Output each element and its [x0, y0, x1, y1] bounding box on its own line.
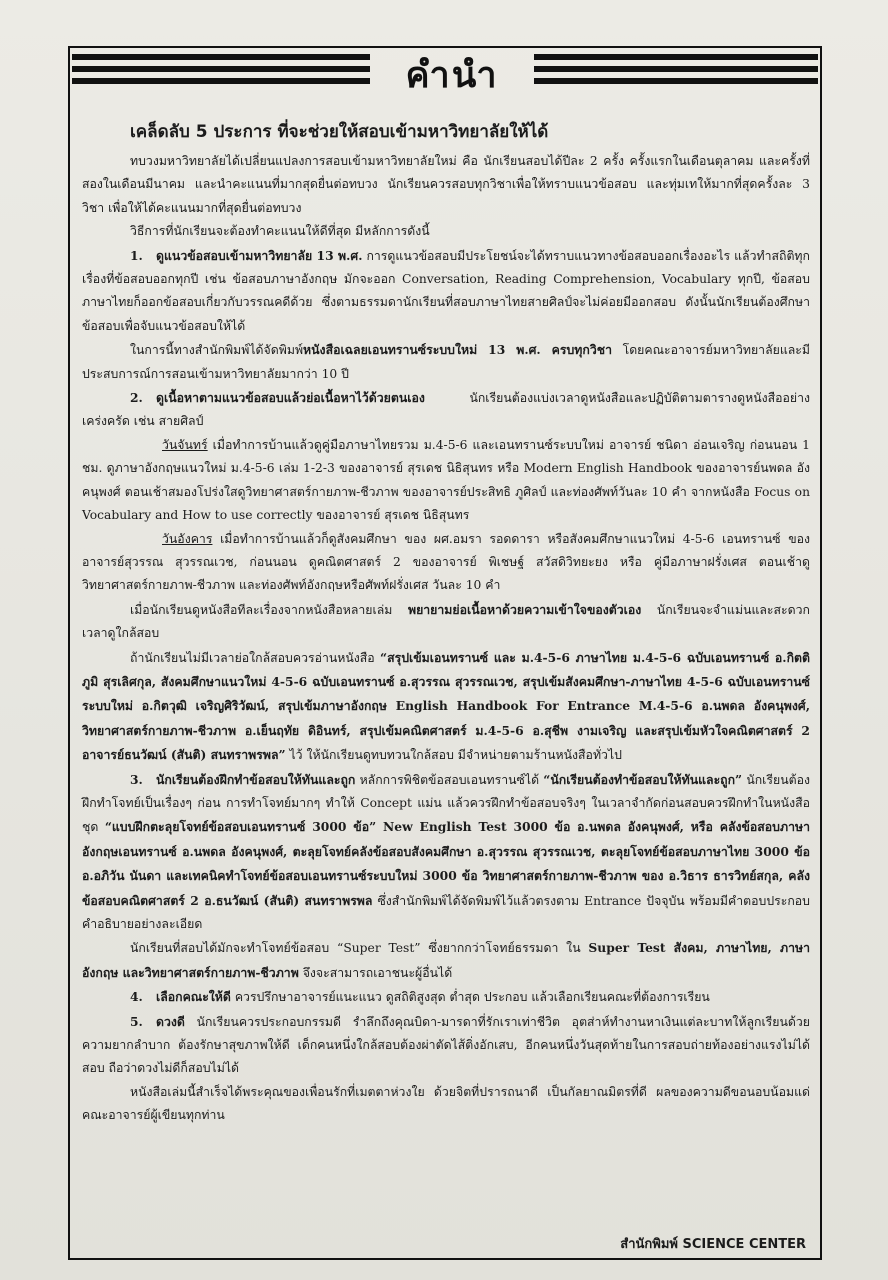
tip-2-summary-bold: พยายามย่อเนื้อหาด้วยความเข้าใจของตัวเอง [407, 601, 642, 617]
header [72, 52, 818, 100]
monday-text: เมื่อทำการบ้านแล้วดูคู่มือภาษาไทยรวม ม.4-5-6 และเอนทรานซ์ระบบใหม่ อาจารย์ ชนิดา อ่อนเจริญ ก่อนนอน 1 ชม. ดูภาษาอังกฤษแนวใหม่ ม.4-5-6 เล่ม 1-2-3 ของอาจารย์ สุรเดช นิธิสุนทร หรือ Modern English Handbook ของอาจารย์นพดล อังคนุพงศ์ ตอนเช้าสมองโปร่งใสดูวิทยาศาสตร์กายภาพ-ชีวภาพ ของอาจารย์ประสิทธิ ภูศิลป์ และท่องศัพท์วันละ 10 คำ จากหนังสือ Focus on Vocabulary and How to use correctly ของอาจารย์ สุรเดช นิธิสุนทร [82, 437, 810, 523]
tip-5 [82, 1010, 810, 1081]
tip-3-supertest [82, 936, 810, 985]
tip-2-books [82, 646, 810, 768]
header-rule-right-1 [534, 54, 818, 60]
tip-2-books-list: “สรุปเข้มเอนทรานซ์ และ ม.4-5-6 ภาษาไทย ม.4-5-6 ฉบับเอนทรานซ์ อ.กิตติภูมิ สุรเลิศกุล, สังคมศึกษาแนวใหม่ 4-5-6 ฉบับเอนทรานซ์ อ.สุวรรณ สุวรรณเวช, สรุปเข้มสังคมศึกษา-ภาษาไทย 4-5-6 ฉบับเอนทรานซ์ระบบใหม่ อ.กิตวุฒิ เจริญศิริวัฒน์, สรุปเข้มภาษาอังกฤษ English Handbook For Entrance M.4-5-6 อ.นพดล อังคนุพงศ์, วิทยาศาสตร์กายภาพ-ชีวภาพ อ.เย็นฤทัย ดิอินทร์, สรุปเข้มคณิตศาสตร์ ม.4-5-6 อ.สุชีพ งามเจริญ และสรุปเข้มหัวใจคณิตศาสตร์ 2 อาจารย์ธนวัฒน์ (สันติ) สนทราพรพล” [82, 649, 810, 763]
header-rule-left-3 [72, 78, 370, 84]
tip-1-text: การดูแนวข้อสอบมีประโยชน์จะได้ทราบแนวทางข้อสอบออกเรื่องอะไร แล้วทำสถิติทุกเรื่องที่ข้อสอบออกทุกปี เช่น ข้อสอบภาษาอังกฤษ มักจะออก Conversation, Reading Comprehension, Vocabulary ทุกปี, ข้อสอบภาษาไทยก็ออกข้อสอบเกี่ยวกับวรรณคดีด้วย ซึ่งตามธรรมดานักเรียนที่สอบภาษาไทยสายศิลป์จะไม่ค่อยมีออกสอบ ดังนั้นนักเรียนต้องศึกษาข้อสอบเพื่อจับแนวข้อสอบให้ได้ [82, 248, 810, 333]
tuesday-label: วันอังคาร [162, 531, 213, 546]
intro-paragraph: ทบวงมหาวิทยาลัยได้เปลี่ยนแปลงการสอบเข้ามหาวิทยาลัยใหม่ คือ นักเรียนสอบได้ปีละ 2 ครั้ง ครั้งแรกในเดือนตุลาคม และครั้งที่สองในเดือนมีนาคม และนำคะแนนที่มากสุดยื่นต่อทบวง นักเรียนควรสอบทุกวิชาเพื่อให้ทราบแนวข้อสอบ และทุ่มเทให้มากที่สุดครั้งละ 3 วิชา เพื่อให้ได้คะแนนมากที่สุดยื่นต่อทบวง [82, 154, 810, 215]
tip-2-text: นักเรียนต้องแบ่งเวลาดูหนังสือและปฏิบัติตามตารางดูหนังสืออย่างเคร่งครัด เช่น สายศิลป์ [82, 391, 810, 429]
tip-3-text-3: ซึ่งสำนักพิมพ์ได้จัดพิมพ์ไว้แล้วตรงตาม Entrance ปัจจุบัน พร้อมมีคำตอบประกอบคำอธิบายอย่างละเอียด [82, 893, 810, 931]
supertest-post: จึงจะสามารถเอาชนะผู้อื่นได้ [298, 965, 453, 980]
tip-4-text: ควรปรึกษาอาจารย์แนะแนว ดูสถิติสูงสุด ต่ำสุด ประกอบ แล้วเลือกเรียนคณะที่ต้องการเรียน [230, 990, 710, 1005]
tip-2-heading: ดูเนื้อหาตามแนวข้อสอบแล้วย่อเนื้อหาไว้ด้วยตนเอง [156, 390, 425, 406]
tip-3-heading: นักเรียนต้องฝึกทำข้อสอบให้ทันและถูก [156, 771, 356, 787]
tip-2 [82, 386, 810, 434]
header-rule-right-3 [534, 78, 818, 84]
preface-frame [68, 46, 822, 1260]
tip-3 [82, 768, 810, 937]
header-rule-right-2 [534, 66, 818, 72]
tip-1-heading: ดูแนวข้อสอบเข้ามหาวิทยาลัย 13 พ.ศ. [156, 247, 363, 263]
tip-5-number: 5. [130, 1013, 143, 1029]
headline: เคล็ดลับ 5 ประการ ที่จะช่วยให้สอบเข้ามหาวิทยาลัยให้ได้ [130, 122, 549, 142]
tip-3-books-list: “แบบฝึกตะลุยโจทย์ข้อสอบเอนทรานซ์ 3000 ข้อ” New English Test 3000 ข้อ อ.นพดล อังคนุพงศ์, หรือ คลังข้อสอบภาษาอังกฤษเอนทรานซ์ อ.นพดล อังคนุพงศ์, ตะลุยโจทย์คลังข้อสอบสังคมศึกษา อ.สุวรรณ สุวรรณเวช, ตะลุยโจทย์ข้อสอบภาษาไทย 3000 ข้อ อ.อภิวัน นันดา และเทคนิคทำโจทย์ข้อสอบเอนทรานซ์ระบบใหม่ 3000 ข้อ วิทยาศาสตร์กายภาพ-ชีวภาพ ของ อ.วิธาร ธารวิทย์สกุล, คลังข้อสอบคณิตศาสตร์ 2 อ.ธนวัฒน์ (สันติ) สนทราพรพล [82, 819, 810, 908]
tip-2-summary-pre: เมื่อนักเรียนดูหนังสือทีละเรื่องจากหนังสือหลายเล่ม [130, 602, 408, 617]
closing-paragraph: หนังสือเล่มนี้สำเร็จได้พระคุณของเพื่อนรักที่เมตตาห่วงใย ด้วยจิตที่ปรารถนาดี เป็นกัลยาณมิตรที่ดี ผลของความดีขอนอบน้อมแด่คณะอาจารย์ผู้เขียนทุกท่าน [82, 1084, 810, 1123]
publisher-signature: สำนักพิมพ์ SCIENCE CENTER [620, 1237, 806, 1252]
tip-1-note-pre: ในการนี้ทางสำนักพิมพ์ได้จัดพิมพ์ [130, 343, 304, 358]
schedule-monday [82, 434, 810, 528]
preface-body [82, 120, 810, 1128]
page-title: คำนำ [405, 55, 499, 96]
monday-label: วันจันทร์ [162, 437, 208, 452]
tip-2-summary [82, 598, 810, 646]
tip-1-note [82, 338, 810, 386]
tip-5-text: นักเรียนควรประกอบกรรมดี รำลึกถึงคุณบิดา-มารดาที่รักเราเท่าชีวิต อุตส่าห์ทำงานหาเงินแต่ละบาทให้ลูกเรียนด้วยความยากลำบาก ต้องรักษาสุขภาพให้ดี เด็กคนหนึ่งใกล้สอบต้องผ่าตัดไส้ติ่งอักเสบ, อีกคนหนึ่งวันสุดท้ายในการสอบถ่ายท้องอย่างแรงไม่ได้สอบ ถือว่าดวงไม่ดีก็สอบไม่ได้ [82, 1014, 810, 1076]
supertest-bold: Super Test สังคม, ภาษาไทย, ภาษาอังกฤษ และวิทยาศาสตร์กายภาพ-ชีวภาพ [82, 940, 810, 980]
tip-4-number: 4. [130, 989, 143, 1005]
tuesday-text: เมื่อทำการบ้านแล้วก็ดูสังคมศึกษา ของ ผศ.อมรา รอดดารา หรือสังคมศึกษาแนวใหม่ 4-5-6 เอนทรานซ์ ของอาจารย์สุวรรณ สุวรรณเวช, ก่อนนอน ดูคณิตศาสตร์ 2 ของอาจารย์ พิเชษฐ์ สวัสดิวิทยะยง หรือ คู่มือภาษาฝรั่งเศส ตอนเช้าดูวิทยาศาสตร์กายภาพ-ชีวภาพ และท่องศัพท์อังกฤษหรือศัพท์ฝรั่งเศส วันละ 10 คำ [82, 531, 810, 593]
header-rule-left-2 [72, 66, 370, 72]
tip-1-note-post: โดยคณะอาจารย์มหาวิทยาลัยและมีประสบการณ์การสอนเข้ามหาวิทยาลัยมากว่า 10 ปี [82, 343, 810, 381]
tip-3-text-2: นักเรียนต้องฝึกทำโจทย์เป็นเรื่องๆ ก่อน การทำโจทย์มากๆ ทำให้ Concept แม่น แล้วควรฝึกทำข้อสอบจริงๆ ในเวลาจำกัดก่อนสอบควรฝึกทำในหนังสือชุด [82, 772, 810, 835]
tip-2-books-post: ไว้ ให้นักเรียนดูทบทวนใกล้สอบ มีจำหน่ายตามร้านหนังสือทั่วไป [285, 748, 622, 763]
tip-5-heading: ดวงดี [156, 1013, 185, 1029]
tip-1-number: 1. [130, 247, 143, 263]
supertest-pre: นักเรียนที่สอบได้มักจะทำโจทย์ข้อสอบ “Super Test” ซึ่งยากกว่าโจทย์ธรรมดา ใน [130, 941, 589, 956]
intro-paragraph-2: วิธีการที่นักเรียนจะต้องทำคะแนนให้ดีที่สุด มีหลักการดังนี้ [130, 224, 430, 239]
tip-4 [82, 985, 810, 1009]
schedule-tuesday [82, 528, 810, 598]
tip-3-bold-1: “นักเรียนต้องทำข้อสอบให้ทันและถูก” [543, 771, 743, 787]
tip-2-books-pre: ถ้านักเรียนไม่มีเวลาย่อใกล้สอบควรอ่านหนังสือ [130, 650, 381, 665]
tip-3-number: 3. [130, 771, 143, 787]
tip-3-text-1: หลักการพิชิตข้อสอบเอนทรานซ์ได้ [355, 772, 544, 787]
tip-1 [82, 244, 810, 339]
tip-2-summary-post: นักเรียนจะจำแม่นและสะดวกเวลาดูใกล้สอบ [82, 602, 810, 641]
header-rule-left-1 [72, 54, 370, 60]
tip-4-heading: เลือกคณะให้ดี [156, 989, 231, 1005]
tip-2-number: 2. [130, 390, 143, 406]
tip-1-note-bold: หนังสือเฉลยเอนทรานซ์ระบบใหม่ 13 พ.ศ. ครบทุกวิชา [303, 342, 612, 358]
